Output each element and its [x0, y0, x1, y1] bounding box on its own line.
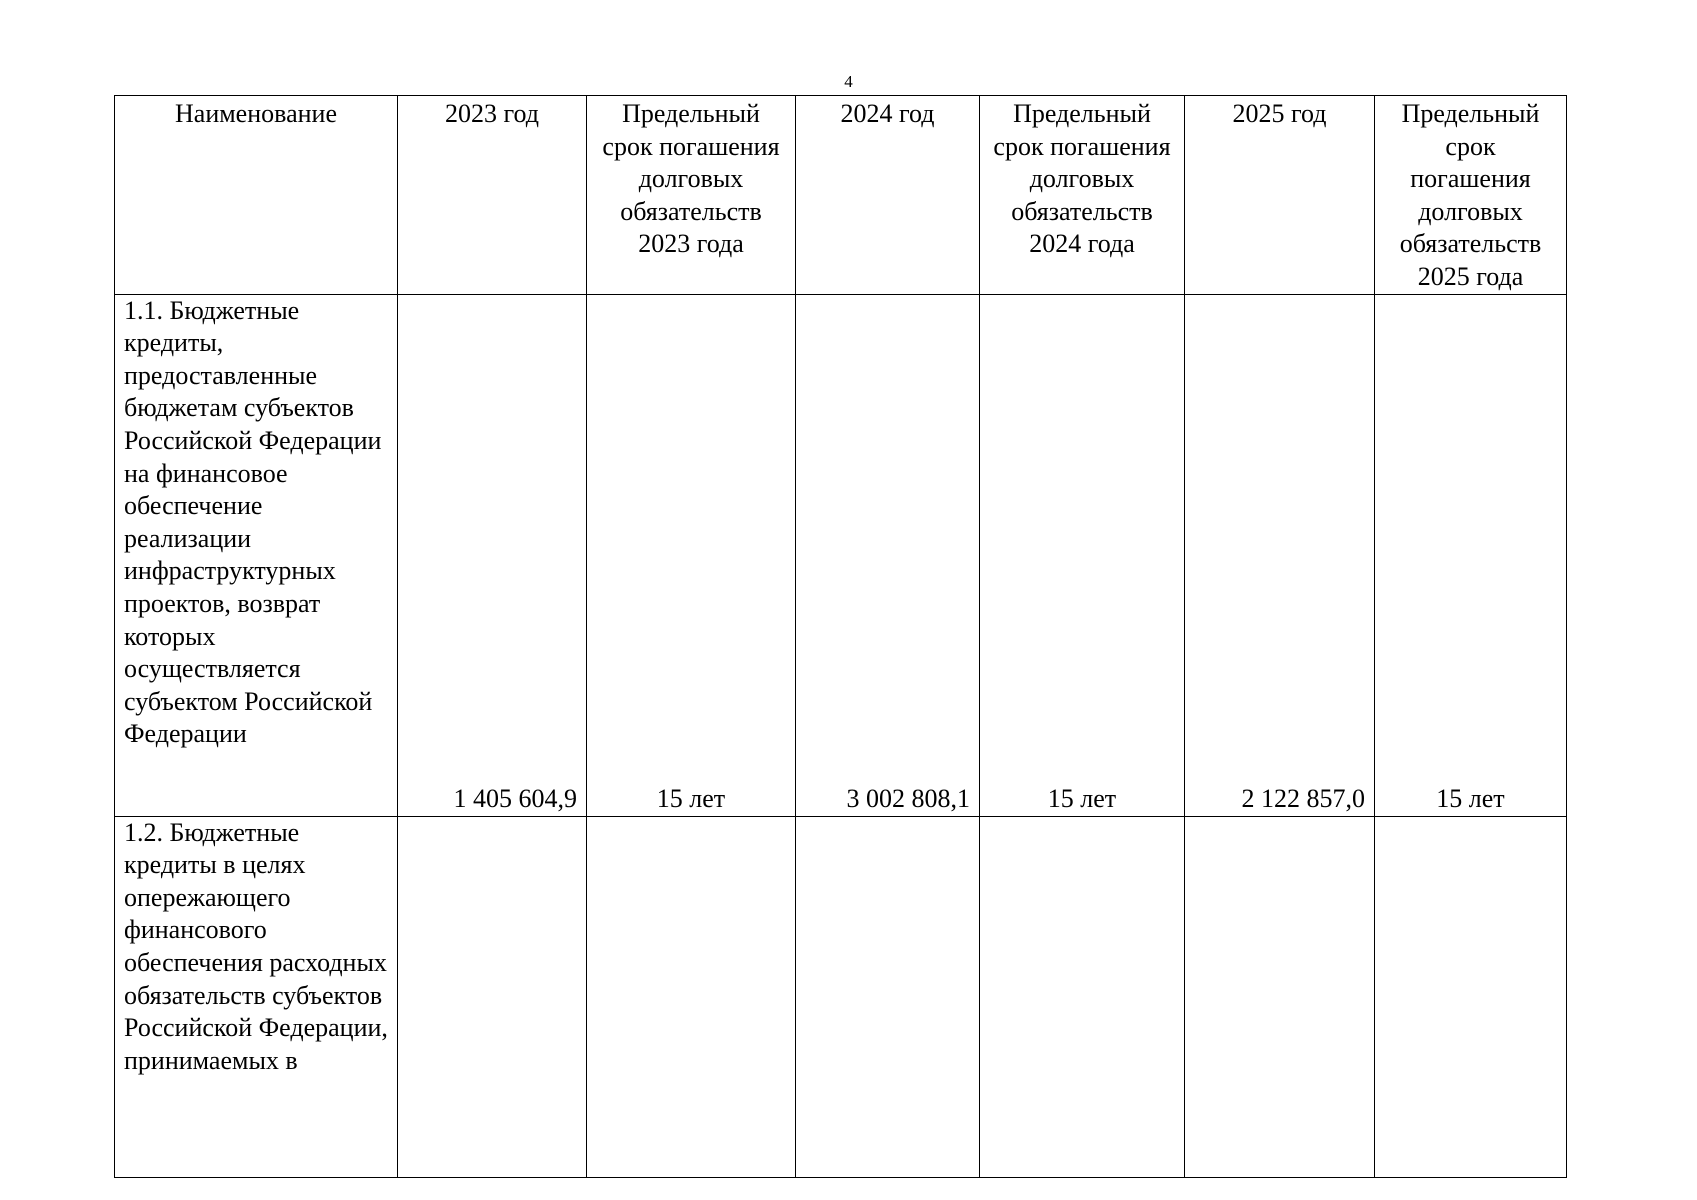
header-2023: 2023 год — [398, 96, 587, 295]
header-2025: 2025 год — [1185, 96, 1375, 295]
page-number: 4 — [844, 72, 853, 91]
header-term-2024: Предельный срок погашения долговых обязательств 2024 года — [980, 96, 1185, 295]
header-name: Наименование — [115, 96, 398, 295]
header-term-2023: Предельный срок погашения долговых обязательств 2023 года — [587, 96, 796, 295]
amount-2023 — [398, 816, 587, 1177]
term-2025 — [1375, 816, 1567, 1177]
amount-2024: 3 002 808,1 — [796, 294, 980, 816]
amount-2023: 1 405 604,9 — [398, 294, 587, 816]
header-term-2025: Предельный срок погашения долговых обязательств 2025 года — [1375, 96, 1567, 295]
term-2023 — [587, 816, 796, 1177]
debt-limits-table — [114, 95, 1567, 1178]
term-2024 — [980, 816, 1185, 1177]
amount-2024 — [796, 816, 980, 1177]
row-name: 1.2. Бюджетные кредиты в целях опережающего финансового обеспечения расходных обязательств субъектов Российской Федерации, принимаемых в — [115, 816, 398, 1177]
header-2024: 2024 год — [796, 96, 980, 295]
row-name: 1.1. Бюджетные кредиты, предоставленные бюджетам субъектов Российской Федерации на финансовое обеспечение реализации инфраструктурных проектов, возврат которых осуществляется субъектом Российской Федерации — [115, 294, 398, 816]
amount-2025: 2 122 857,0 — [1185, 294, 1375, 816]
table-row — [115, 816, 1567, 1177]
table-row — [115, 294, 1567, 816]
term-2024: 15 лет — [980, 294, 1185, 816]
term-2023: 15 лет — [587, 294, 796, 816]
term-2025: 15 лет — [1375, 294, 1567, 816]
amount-2025 — [1185, 816, 1375, 1177]
table-header-row — [115, 96, 1567, 295]
